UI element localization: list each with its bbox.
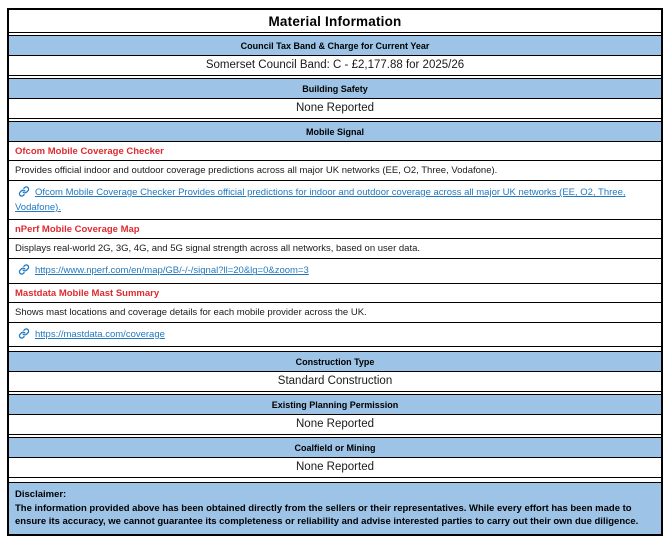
mastdata-coverage-link[interactable]: https://mastdata.com/coverage [35, 328, 165, 340]
section-header-council-tax: Council Tax Band & Charge for Current Year [9, 36, 661, 56]
section-header-planning-permission: Existing Planning Permission [9, 395, 661, 415]
tool-name-mastdata: Mastdata Mobile Mast Summary [9, 284, 661, 303]
disclaimer-body: The information provided above has been obtained directly from the sellers or their representatives. While every effort has been made to ensure its accuracy, we cannot guarantee its completeness or reliability and advise interested parties to carry out their own due diligence. [15, 502, 639, 528]
link-row-nperf [9, 259, 661, 283]
council-tax-value: Somerset Council Band: C - £2,177.88 for 2025/26 [9, 56, 661, 76]
ofcom-coverage-link[interactable]: Ofcom Mobile Coverage Checker Provides official predictions for indoor and outdoor coverage across all major UK networks (EE, O2, Three, Vodafone). [15, 187, 626, 214]
planning-permission-value: None Reported [9, 415, 661, 435]
coalfield-value: None Reported [9, 458, 661, 478]
tool-name-ofcom: Ofcom Mobile Coverage Checker [9, 142, 661, 161]
section-header-construction-type: Construction Type [9, 352, 661, 372]
tool-description-ofcom: Provides official indoor and outdoor coverage predictions across all major UK networks (EE, O2, Three, Vodafone). [9, 161, 661, 181]
link-icon [18, 186, 30, 197]
tool-name-nperf: nPerf Mobile Coverage Map [9, 220, 661, 239]
nperf-map-link[interactable]: https://www.nperf.com/en/map/GB/-/-/signal?ll=20&lg=0&zoom=3 [35, 265, 309, 277]
link-row-mastdata [9, 323, 661, 347]
tool-description-nperf: Displays real-world 2G, 3G, 4G, and 5G signal strength across all networks, based on user data. [9, 239, 661, 259]
link-icon [18, 264, 30, 275]
link-row-ofcom [9, 181, 661, 220]
building-safety-value: None Reported [9, 99, 661, 119]
construction-type-value: Standard Construction [9, 372, 661, 392]
section-header-mobile-signal: Mobile Signal [9, 122, 661, 142]
disclaimer-heading: Disclaimer: [15, 488, 67, 500]
page-title: Material Information [9, 10, 661, 33]
section-header-coalfield: Coalfield or Mining [9, 438, 661, 458]
disclaimer-block [9, 483, 661, 534]
material-information-sheet [7, 8, 663, 536]
section-header-building-safety: Building Safety [9, 79, 661, 99]
link-icon [18, 328, 30, 339]
tool-description-mastdata: Shows mast locations and coverage details for each mobile provider across the UK. [9, 303, 661, 323]
